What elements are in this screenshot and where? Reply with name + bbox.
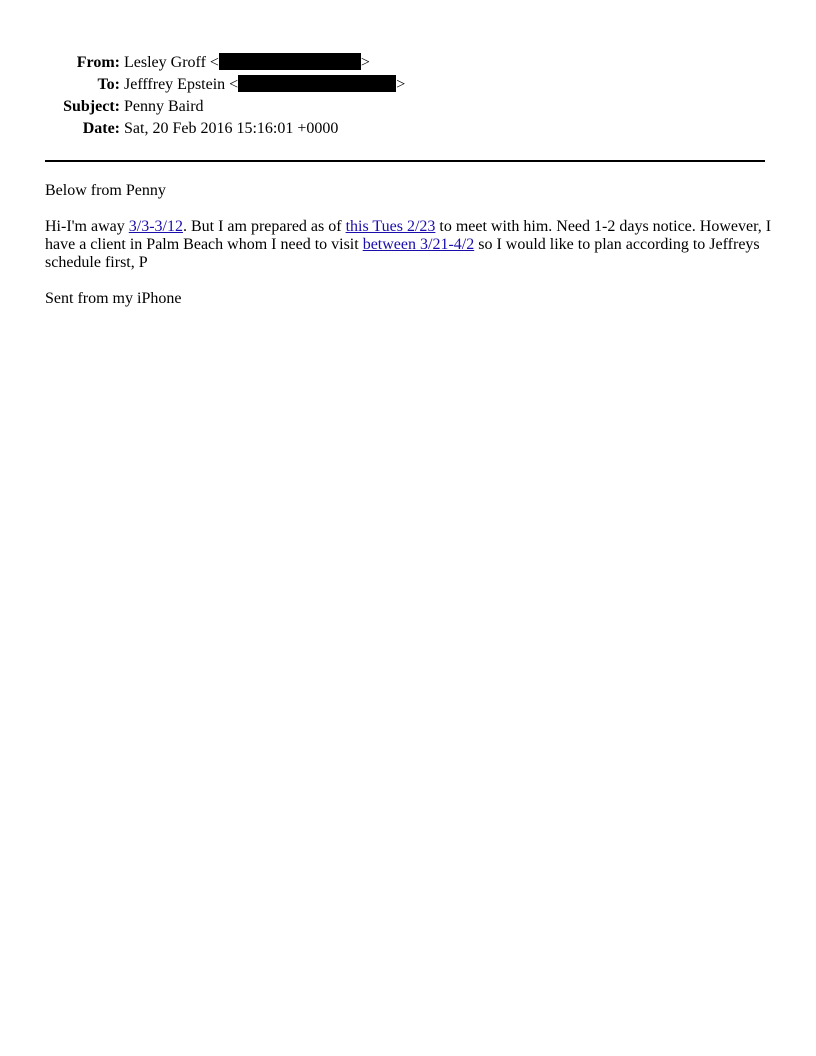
redacted-from-address: [219, 53, 361, 70]
intro-line: Below from Penny: [45, 182, 166, 199]
from-value: [124, 52, 370, 74]
date-label: Date:: [82, 120, 120, 137]
from-row: [0, 52, 816, 74]
from-label: From:: [76, 54, 120, 71]
message-paragraph: [45, 218, 773, 272]
date-link-tuesday[interactable]: this Tues 2/23: [345, 218, 436, 235]
signature-line: Sent from my iPhone: [45, 290, 182, 307]
to-name: Jefffrey Epstein <: [124, 76, 239, 93]
subject-row: [0, 96, 816, 118]
email-header: [0, 52, 816, 140]
to-close-bracket: >: [396, 76, 406, 93]
message-text-2: . But I am prepared as of: [182, 218, 346, 235]
header-divider: [45, 160, 765, 162]
message-text-4: so I would like to plan according to Jeffreys schedule first, P: [45, 236, 760, 271]
email-body: [45, 182, 773, 326]
subject-label: Subject:: [63, 98, 120, 115]
to-label: To:: [97, 76, 120, 93]
to-row: [0, 74, 816, 96]
message-text-3: to meet with him. Need 1-2 days notice. However, I have a client in Palm Beach whom I need to visit: [45, 218, 772, 253]
date-link-away[interactable]: 3/3-3/12: [128, 218, 183, 235]
date-row: [0, 118, 816, 140]
from-close-bracket: >: [360, 54, 370, 71]
to-value: [124, 74, 405, 96]
redacted-to-address: [238, 75, 396, 92]
message-text-1: Hi-I'm away: [45, 218, 129, 235]
date-link-visit[interactable]: between 3/21-4/2: [362, 236, 475, 253]
from-name: Lesley Groff <: [124, 54, 219, 71]
date-value: Sat, 20 Feb 2016 15:16:01 +0000: [124, 120, 339, 137]
subject-value: Penny Baird: [124, 98, 204, 115]
